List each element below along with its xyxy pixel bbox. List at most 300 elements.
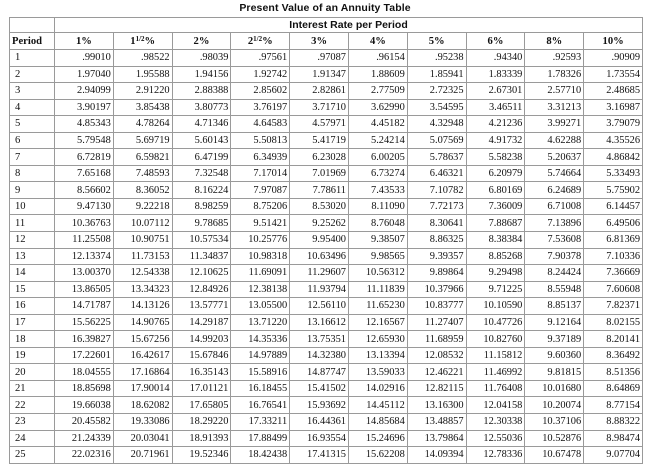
value-cell: 14.02916 (348, 380, 407, 397)
value-cell: 8.36492 (584, 347, 643, 364)
value-cell: 9.38507 (348, 232, 407, 249)
period-cell: 5 (10, 116, 55, 133)
value-cell: 5.41719 (290, 132, 349, 149)
value-cell: 7.01969 (290, 165, 349, 182)
value-cell: 11.11839 (348, 281, 407, 298)
value-cell: 8.77154 (584, 397, 643, 414)
value-cell: 3.90197 (55, 99, 114, 116)
value-cell: 6.23028 (290, 149, 349, 166)
rate-column-header (172, 33, 231, 50)
value-cell: 8.55948 (525, 281, 584, 298)
value-cell: 9.60360 (525, 347, 584, 364)
value-cell: 15.56225 (55, 314, 114, 331)
value-cell: 6.71008 (525, 198, 584, 215)
value-cell: 5.20637 (525, 149, 584, 166)
value-cell: 12.30338 (466, 414, 525, 431)
value-cell: 6.46321 (407, 165, 466, 182)
value-cell: 17.88499 (231, 430, 290, 447)
value-cell: 8.38384 (466, 232, 525, 249)
value-cell: 4.78264 (113, 116, 172, 133)
rate-label: 10% (602, 35, 624, 47)
header-corner (10, 18, 55, 33)
value-cell: 8.36052 (113, 182, 172, 199)
value-cell: 1.91347 (290, 66, 349, 83)
period-cell: 1 (10, 50, 55, 67)
value-cell: 7.82371 (584, 298, 643, 315)
value-cell: 20.03041 (113, 430, 172, 447)
period-cell: 9 (10, 182, 55, 199)
value-cell: 7.36009 (466, 198, 525, 215)
table-row (10, 149, 643, 166)
value-cell: 8.16224 (172, 182, 231, 199)
value-cell: 6.34939 (231, 149, 290, 166)
value-cell: 8.30641 (407, 215, 466, 232)
value-cell: 6.24689 (525, 182, 584, 199)
period-cell: 10 (10, 198, 55, 215)
value-cell: 11.93794 (290, 281, 349, 298)
value-cell: 17.33211 (231, 414, 290, 431)
value-cell: 14.99203 (172, 331, 231, 348)
value-cell: 9.51421 (231, 215, 290, 232)
value-cell: .98039 (172, 50, 231, 67)
value-cell: 12.08532 (407, 347, 466, 364)
rate-fraction: 1/2 (135, 34, 145, 43)
period-cell: 20 (10, 364, 55, 381)
value-cell: .95238 (407, 50, 466, 67)
value-cell: 7.32548 (172, 165, 231, 182)
period-cell: 14 (10, 265, 55, 282)
value-cell: 5.24214 (348, 132, 407, 149)
value-cell: 12.65930 (348, 331, 407, 348)
value-cell: 5.58238 (466, 149, 525, 166)
value-cell: 6.47199 (172, 149, 231, 166)
rate-suffix: % (144, 35, 156, 47)
period-cell: 21 (10, 380, 55, 397)
table-title: Present Value of an Annuity Table (239, 2, 411, 14)
value-cell: 10.47726 (466, 314, 525, 331)
value-cell: .90909 (584, 50, 643, 67)
period-cell: 24 (10, 430, 55, 447)
value-cell: 11.69091 (231, 265, 290, 282)
value-cell: 8.53020 (290, 198, 349, 215)
period-cell: 17 (10, 314, 55, 331)
rate-fraction: 1/2 (253, 34, 263, 43)
value-cell: 12.04158 (466, 397, 525, 414)
period-cell: 18 (10, 331, 55, 348)
value-cell: 5.79548 (55, 132, 114, 149)
value-cell: 2.72325 (407, 83, 466, 100)
value-cell: 15.62208 (348, 447, 407, 464)
value-cell: 10.10590 (466, 298, 525, 315)
value-cell: 8.64869 (584, 380, 643, 397)
value-cell: 17.01121 (172, 380, 231, 397)
value-cell: 13.75351 (290, 331, 349, 348)
value-cell: 5.74664 (525, 165, 584, 182)
value-cell: 5.33493 (584, 165, 643, 182)
value-cell: 2.67301 (466, 83, 525, 100)
value-cell: 4.64583 (231, 116, 290, 133)
table-row (10, 364, 643, 381)
rate-column-header (113, 33, 172, 50)
value-cell: 1.94156 (172, 66, 231, 83)
value-cell: 12.84926 (172, 281, 231, 298)
value-cell: 14.13126 (113, 298, 172, 315)
table-row (10, 215, 643, 232)
value-cell: 3.79079 (584, 116, 643, 133)
value-cell: 10.98318 (231, 248, 290, 265)
table-row (10, 165, 643, 182)
value-cell: 10.67478 (525, 447, 584, 464)
table-row (10, 298, 643, 315)
value-cell: 7.88687 (466, 215, 525, 232)
value-cell: 4.91732 (466, 132, 525, 149)
table-row (10, 347, 643, 364)
value-cell: 16.93554 (290, 430, 349, 447)
value-cell: 20.45582 (55, 414, 114, 431)
present-value-annuity-table (9, 17, 643, 464)
value-cell: 18.29220 (172, 414, 231, 431)
value-cell: 10.37106 (525, 414, 584, 431)
value-cell: 13.79864 (407, 430, 466, 447)
value-cell: 7.48593 (113, 165, 172, 182)
rate-column-header (584, 33, 643, 50)
value-cell: 1.92742 (231, 66, 290, 83)
value-cell: 9.89864 (407, 265, 466, 282)
value-cell: 20.71961 (113, 447, 172, 464)
value-cell: 8.56602 (55, 182, 114, 199)
value-cell: 5.50813 (231, 132, 290, 149)
rate-column-header (525, 33, 584, 50)
value-cell: 16.44361 (290, 414, 349, 431)
value-cell: 15.93692 (290, 397, 349, 414)
value-cell: 18.42438 (231, 447, 290, 464)
value-cell: 7.65168 (55, 165, 114, 182)
value-cell: 5.69719 (113, 132, 172, 149)
value-cell: 9.29498 (466, 265, 525, 282)
value-cell: 4.62288 (525, 132, 584, 149)
rate-column-header (231, 33, 290, 50)
value-cell: 9.78685 (172, 215, 231, 232)
value-cell: 8.98259 (172, 198, 231, 215)
value-cell: 3.71710 (290, 99, 349, 116)
value-cell: 4.32948 (407, 116, 466, 133)
value-cell: 18.91393 (172, 430, 231, 447)
value-cell: 1.95588 (113, 66, 172, 83)
value-cell: 7.36669 (584, 265, 643, 282)
value-cell: 8.75206 (231, 198, 290, 215)
value-cell: 9.25262 (290, 215, 349, 232)
value-cell: 9.07704 (584, 447, 643, 464)
value-cell: 8.88322 (584, 414, 643, 431)
table-row (10, 447, 643, 464)
value-cell: 12.54338 (113, 265, 172, 282)
value-cell: 14.97889 (231, 347, 290, 364)
value-cell: 17.16864 (113, 364, 172, 381)
value-cell: 13.59033 (348, 364, 407, 381)
value-cell: 12.38138 (231, 281, 290, 298)
value-cell: 13.34323 (113, 281, 172, 298)
value-cell: 15.41502 (290, 380, 349, 397)
rate-label: 3% (311, 35, 328, 47)
table-row (10, 66, 643, 83)
value-cell: 14.45112 (348, 397, 407, 414)
value-cell: 5.07569 (407, 132, 466, 149)
value-cell: 12.78336 (466, 447, 525, 464)
table-row (10, 248, 643, 265)
value-cell: .94340 (466, 50, 525, 67)
table-row (10, 331, 643, 348)
table-row (10, 83, 643, 100)
value-cell: 9.95400 (290, 232, 349, 249)
table-row (10, 414, 643, 431)
value-cell: 12.55036 (466, 430, 525, 447)
value-cell: 11.29607 (290, 265, 349, 282)
value-cell: 6.73274 (348, 165, 407, 182)
value-cell: 2.88388 (172, 83, 231, 100)
table-row (10, 314, 643, 331)
value-cell: 15.24696 (348, 430, 407, 447)
value-cell: 2.77509 (348, 83, 407, 100)
value-cell: 1.88609 (348, 66, 407, 83)
table-row (10, 380, 643, 397)
rate-label: 2 (247, 35, 254, 47)
value-cell: 15.67846 (172, 347, 231, 364)
value-cell: 10.83777 (407, 298, 466, 315)
period-cell: 6 (10, 132, 55, 149)
value-cell: 7.97087 (231, 182, 290, 199)
value-cell: 11.76408 (466, 380, 525, 397)
value-cell: 13.05500 (231, 298, 290, 315)
value-cell: 3.99271 (525, 116, 584, 133)
table-row (10, 232, 643, 249)
value-cell: 3.85438 (113, 99, 172, 116)
value-cell: 3.46511 (466, 99, 525, 116)
table-row (10, 50, 643, 67)
value-cell: 16.18455 (231, 380, 290, 397)
value-cell: .92593 (525, 50, 584, 67)
value-cell: 19.52346 (172, 447, 231, 464)
value-cell: 22.02316 (55, 447, 114, 464)
value-cell: 8.51356 (584, 364, 643, 381)
value-cell: 18.85698 (55, 380, 114, 397)
value-cell: 6.00205 (348, 149, 407, 166)
value-cell: 11.15812 (466, 347, 525, 364)
value-cell: 9.22218 (113, 198, 172, 215)
value-cell: .97087 (290, 50, 349, 67)
value-cell: 10.56312 (348, 265, 407, 282)
rate-label: 1 (130, 35, 136, 47)
value-cell: 7.90378 (525, 248, 584, 265)
value-cell: 7.17014 (231, 165, 290, 182)
value-cell: 4.57971 (290, 116, 349, 133)
value-cell: 8.98474 (584, 430, 643, 447)
value-cell: 1.97040 (55, 66, 114, 83)
period-cell: 8 (10, 165, 55, 182)
rate-label: 1% (75, 35, 92, 47)
value-cell: 8.11090 (348, 198, 407, 215)
value-cell: 3.31213 (525, 99, 584, 116)
period-cell: 19 (10, 347, 55, 364)
value-cell: .96154 (348, 50, 407, 67)
value-cell: 12.16567 (348, 314, 407, 331)
value-cell: 18.62082 (113, 397, 172, 414)
value-cell: 2.94099 (55, 83, 114, 100)
value-cell: 16.76541 (231, 397, 290, 414)
value-cell: 19.33086 (113, 414, 172, 431)
value-cell: 4.85343 (55, 116, 114, 133)
value-cell: 10.20074 (525, 397, 584, 414)
value-cell: 8.85268 (466, 248, 525, 265)
table-row (10, 182, 643, 199)
table-body (10, 50, 643, 464)
value-cell: 12.10625 (172, 265, 231, 282)
value-cell: 2.85602 (231, 83, 290, 100)
value-cell: 13.48857 (407, 414, 466, 431)
value-cell: 5.60143 (172, 132, 231, 149)
value-cell: 8.02155 (584, 314, 643, 331)
rate-label: 4% (369, 35, 386, 47)
period-cell: 16 (10, 298, 55, 315)
value-cell: 13.13394 (348, 347, 407, 364)
value-cell: 8.76048 (348, 215, 407, 232)
value-cell: 7.13896 (525, 215, 584, 232)
value-cell: 6.59821 (113, 149, 172, 166)
value-cell: .98522 (113, 50, 172, 67)
value-cell: 9.47130 (55, 198, 114, 215)
table-row (10, 397, 643, 414)
period-cell: 13 (10, 248, 55, 265)
value-cell: 10.36763 (55, 215, 114, 232)
value-cell: 16.35143 (172, 364, 231, 381)
value-cell: 7.60608 (584, 281, 643, 298)
rate-label: 2% (193, 35, 210, 47)
value-cell: 13.16300 (407, 397, 466, 414)
value-cell: 13.16612 (290, 314, 349, 331)
value-cell: 9.71225 (466, 281, 525, 298)
value-cell: 8.20141 (584, 331, 643, 348)
period-cell: 2 (10, 66, 55, 83)
rate-column-header (407, 33, 466, 50)
value-cell: .97561 (231, 50, 290, 67)
value-cell: 18.04555 (55, 364, 114, 381)
value-cell: 10.25776 (231, 232, 290, 249)
value-cell: 3.76197 (231, 99, 290, 116)
value-cell: 13.71220 (231, 314, 290, 331)
value-cell: 13.86505 (55, 281, 114, 298)
value-cell: 14.87747 (290, 364, 349, 381)
value-cell: 3.54595 (407, 99, 466, 116)
value-cell: 10.63496 (290, 248, 349, 265)
value-cell: 10.82760 (466, 331, 525, 348)
value-cell: 21.24339 (55, 430, 114, 447)
value-cell: 4.45182 (348, 116, 407, 133)
value-cell: 5.78637 (407, 149, 466, 166)
table-row (10, 430, 643, 447)
rate-suffix: % (262, 35, 273, 47)
value-cell: 6.80169 (466, 182, 525, 199)
value-cell: 7.10782 (407, 182, 466, 199)
value-cell: 11.46992 (466, 364, 525, 381)
period-cell: 23 (10, 414, 55, 431)
table-row (10, 265, 643, 282)
value-cell: 7.72173 (407, 198, 466, 215)
value-cell: 2.48685 (584, 83, 643, 100)
value-cell: 14.35336 (231, 331, 290, 348)
value-cell: 1.83339 (466, 66, 525, 83)
value-cell: 9.98565 (348, 248, 407, 265)
value-cell: 9.81815 (525, 364, 584, 381)
value-cell: 17.90014 (113, 380, 172, 397)
value-cell: 15.67256 (113, 331, 172, 348)
value-cell: 11.34837 (172, 248, 231, 265)
value-cell: 7.43533 (348, 182, 407, 199)
rate-column-header (348, 33, 407, 50)
value-cell: 14.90765 (113, 314, 172, 331)
value-cell: 6.81369 (584, 232, 643, 249)
value-cell: 11.65230 (348, 298, 407, 315)
value-cell: 5.75902 (584, 182, 643, 199)
value-cell: 12.13374 (55, 248, 114, 265)
table-row (10, 198, 643, 215)
period-cell: 11 (10, 215, 55, 232)
value-cell: 6.20979 (466, 165, 525, 182)
value-cell: 16.42617 (113, 347, 172, 364)
value-cell: 4.86842 (584, 149, 643, 166)
value-cell: 14.29187 (172, 314, 231, 331)
value-cell: 6.72819 (55, 149, 114, 166)
value-cell: 8.24424 (525, 265, 584, 282)
value-cell: 14.71787 (55, 298, 114, 315)
value-cell: 14.32380 (290, 347, 349, 364)
value-cell: 10.37966 (407, 281, 466, 298)
value-cell: 8.86325 (407, 232, 466, 249)
table-row (10, 132, 643, 149)
period-cell: 25 (10, 447, 55, 464)
value-cell: 12.56110 (290, 298, 349, 315)
value-cell: 9.12164 (525, 314, 584, 331)
value-cell: 2.91220 (113, 83, 172, 100)
interest-rate-header: Interest Rate per Period (55, 18, 643, 33)
value-cell: 1.85941 (407, 66, 466, 83)
value-cell: 13.57771 (172, 298, 231, 315)
value-cell: 10.07112 (113, 215, 172, 232)
value-cell: 9.37189 (525, 331, 584, 348)
rate-column-header (466, 33, 525, 50)
rate-column-header (55, 33, 114, 50)
value-cell: 3.16987 (584, 99, 643, 116)
rate-column-header (290, 33, 349, 50)
value-cell: 6.49506 (584, 215, 643, 232)
value-cell: 12.46221 (407, 364, 466, 381)
value-cell: 13.00370 (55, 265, 114, 282)
value-cell: 9.39357 (407, 248, 466, 265)
value-cell: 15.58916 (231, 364, 290, 381)
table-row (10, 281, 643, 298)
period-cell: 3 (10, 83, 55, 100)
value-cell: 4.35526 (584, 132, 643, 149)
value-cell: 10.57534 (172, 232, 231, 249)
value-cell: .99010 (55, 50, 114, 67)
rate-label: 5% (428, 35, 445, 47)
value-cell: 11.68959 (407, 331, 466, 348)
value-cell: 11.25508 (55, 232, 114, 249)
value-cell: 3.62990 (348, 99, 407, 116)
period-cell: 15 (10, 281, 55, 298)
value-cell: 1.73554 (584, 66, 643, 83)
value-cell: 2.57710 (525, 83, 584, 100)
value-cell: 11.73153 (113, 248, 172, 265)
period-cell: 4 (10, 99, 55, 116)
